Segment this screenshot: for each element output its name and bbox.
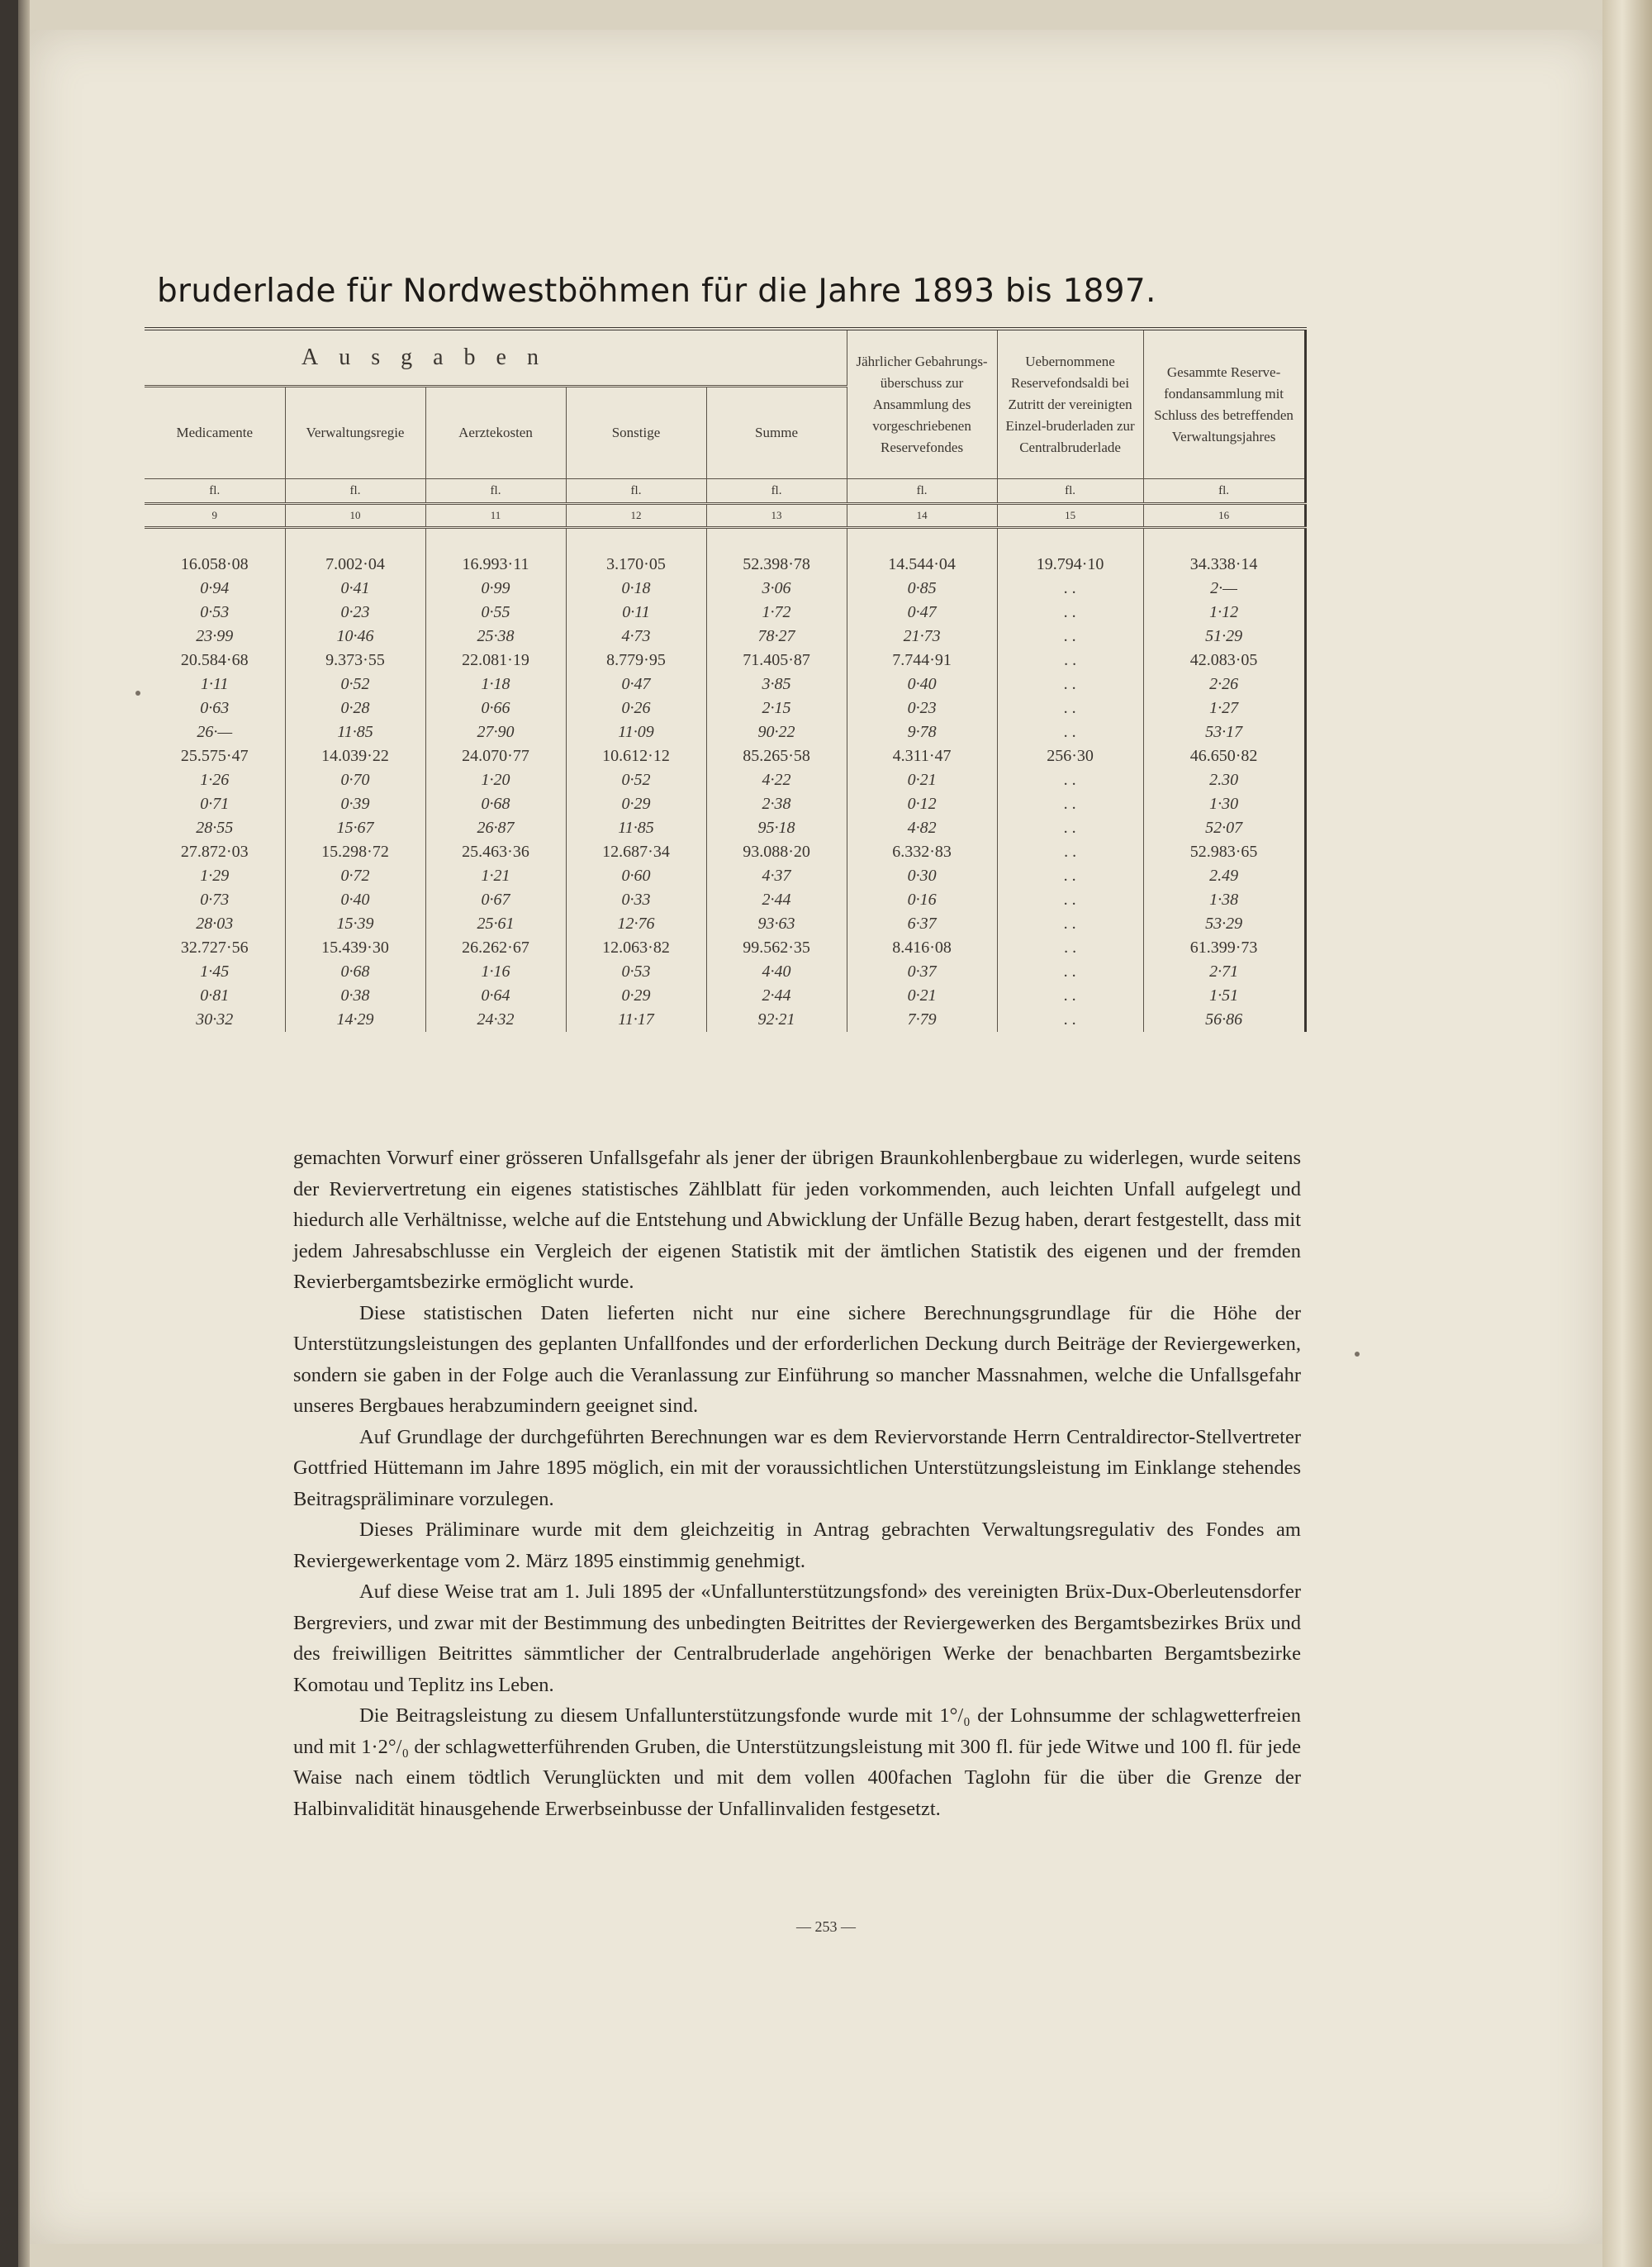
table-cell: 95·18 <box>706 816 847 840</box>
table-cell: 15.439·30 <box>285 936 425 960</box>
table-cell: 6·37 <box>847 912 997 936</box>
table-cell: 25·38 <box>425 625 566 649</box>
column-number: 13 <box>706 504 847 528</box>
table-cell: 24.070·77 <box>425 744 566 768</box>
spacer-cell <box>566 528 706 554</box>
table-cell: 3·85 <box>706 672 847 696</box>
table-row <box>145 840 1305 864</box>
table-cell: 34.338·14 <box>1143 553 1305 577</box>
table-cell: 0·41 <box>285 577 425 601</box>
table-cell: 3·06 <box>706 577 847 601</box>
paragraph: Auf diese Weise trat am 1. Juli 1895 der «Unfallunterstützungsfond» des vereinigten Brüx-Dux-Oberleutensdorfer Bergreviers, und zwar mit der Bestimmung des unbedingten Beitrittes der Reviergewerken des Bergamtsbezirkes Brüx und des freiwilligen Beitrittes sämmtlicher der Centralbruderlade angehörigen Werke der benachbarten Bergamtsbezirke Komotau und Teplitz ins Leben. <box>293 1580 1301 1696</box>
table-cell: 6.332·83 <box>847 840 997 864</box>
table-cell: 0·23 <box>285 601 425 625</box>
table-cell: 46.650·82 <box>1143 744 1305 768</box>
table-row <box>145 744 1305 768</box>
table-cell: 21·73 <box>847 625 997 649</box>
table-cell: 93·63 <box>706 912 847 936</box>
table-cell: 14.544·04 <box>847 553 997 577</box>
column-number: 12 <box>566 504 706 528</box>
table-cell: . . <box>997 601 1143 625</box>
col-header-10: Verwaltungsregie <box>285 387 425 479</box>
table-cell: 15.298·72 <box>285 840 425 864</box>
table-row <box>145 792 1305 816</box>
paragraph: Auf Grundlage der durchgeführten Berechnungen war es dem Reviervorstande Herrn Centraldirector-Stellvertreter Gottfried Hüttemann im Jahre 1895 möglich, ein mit der voraussichtlichen Unterstützungsleistung im Einklange stehendes Beitragspräliminare vorzulegen. <box>293 1425 1301 1510</box>
table-cell: 0·55 <box>425 601 566 625</box>
table-cell: 0·33 <box>566 888 706 912</box>
table-cell: 56·86 <box>1143 1008 1305 1032</box>
table-row <box>145 936 1305 960</box>
table-cell: 20.584·68 <box>180 651 249 669</box>
table-cell: 0·53 <box>200 603 230 621</box>
table-cell: 0·47 <box>566 672 706 696</box>
unit-row <box>145 479 1305 504</box>
table-cell: 0·11 <box>566 601 706 625</box>
table-cell: . . <box>997 960 1143 984</box>
page-title: bruderlade für Nordwestböhmen für die Jahre 1893 bis 1897. <box>157 273 1156 310</box>
table-cell: 0·67 <box>425 888 566 912</box>
table-cell: . . <box>997 912 1143 936</box>
table-cell: . . <box>997 696 1143 720</box>
table-row <box>145 553 1305 577</box>
table-cell: 26·— <box>197 723 233 741</box>
table-cell: 7.744·91 <box>847 649 997 672</box>
body-text <box>293 1143 1301 1824</box>
col-header-15: Uebernommene Reservefondsaldi bei Zutritt der vereinigten Einzel-bruderladen zur Centralbruderlade <box>997 329 1143 479</box>
table-cell: 0·29 <box>566 984 706 1008</box>
table-cell: 0·29 <box>566 792 706 816</box>
table-cell: 0·63 <box>200 699 230 717</box>
table-cell: 2.49 <box>1143 864 1305 888</box>
table-cell: 4·82 <box>847 816 997 840</box>
spacer-cell <box>997 528 1143 554</box>
table-cell: 11·17 <box>566 1008 706 1032</box>
table-cell: 3.170·05 <box>566 553 706 577</box>
unit-cell: fl. <box>847 479 997 504</box>
table-cell: 53·17 <box>1143 720 1305 744</box>
column-number: 16 <box>1143 504 1305 528</box>
table-cell: 10.612·12 <box>566 744 706 768</box>
table-row <box>145 672 1305 696</box>
table-cell: 7.002·04 <box>285 553 425 577</box>
table-cell: 61.399·73 <box>1143 936 1305 960</box>
table-cell: 16.993·11 <box>425 553 566 577</box>
col-header-16: Gesammte Reserve-fondansammlung mit Schluss des betreffenden Verwaltungsjahres <box>1143 329 1305 479</box>
table-cell: 52·07 <box>1143 816 1305 840</box>
column-number-row <box>145 504 1305 528</box>
table-cell: 19.794·10 <box>997 553 1143 577</box>
table-cell: . . <box>997 768 1143 792</box>
page-speck <box>1355 1352 1360 1357</box>
table-cell: 0·38 <box>285 984 425 1008</box>
table-cell: 0·52 <box>566 768 706 792</box>
table-cell: 2·44 <box>706 888 847 912</box>
paragraph: gemachten Vorwurf einer grösseren Unfallsgefahr als jener der übrigen Braunkohlenbergbaue zu widerlegen, wurde seitens der Reviervertretung ein eigenes statistisches Zählblatt für jeden vorkommenden, auch leichten Unfall aufgelegt und hiedurch alle Verhältnisse, welche auf die Entstehung und Abwicklung der Unfälle Bezug haben, derart festgestellt, dass mit jedem Jahresabschlusse ein Vergleich der eigenen Statistik mit der ämtlichen Statistik des eigenen und der fremden Revierbergamtsbezirke ermöglicht wurde. <box>293 1147 1301 1293</box>
expenditure-table <box>145 327 1307 1032</box>
table-cell: 26·87 <box>425 816 566 840</box>
table-cell: 92·21 <box>706 1008 847 1032</box>
table-cell: 11·85 <box>285 720 425 744</box>
col-header-9: Medicamente <box>145 387 285 479</box>
table-row <box>145 649 1305 672</box>
table-cell: 23·99 <box>196 627 234 645</box>
table-cell: 0·37 <box>847 960 997 984</box>
table-cell: . . <box>997 816 1143 840</box>
spacer-cell <box>1143 528 1305 554</box>
table-row <box>145 768 1305 792</box>
table-cell: 1·12 <box>1143 601 1305 625</box>
table-row <box>145 696 1305 720</box>
table-cell: 30·32 <box>196 1010 234 1029</box>
table-cell: 1·45 <box>200 962 230 981</box>
table-cell: . . <box>997 840 1143 864</box>
table-cell: 2·71 <box>1143 960 1305 984</box>
unit-cell: fl. <box>1143 479 1305 504</box>
table-cell: 2·38 <box>706 792 847 816</box>
table-row <box>145 864 1305 888</box>
table-cell: 0·68 <box>285 960 425 984</box>
table-cell: 0·23 <box>847 696 997 720</box>
table-cell: 1·11 <box>200 675 229 693</box>
table-cell: 14.039·22 <box>285 744 425 768</box>
col-header-13: Summe <box>706 387 847 479</box>
table-cell: 11·85 <box>566 816 706 840</box>
table-cell: . . <box>997 649 1143 672</box>
scan-binding-left <box>0 0 30 2267</box>
table-cell: 0·94 <box>200 579 230 597</box>
table-cell: 0·64 <box>425 984 566 1008</box>
unit-cell: fl. <box>285 479 425 504</box>
table-cell: 15·67 <box>285 816 425 840</box>
table-row <box>145 625 1305 649</box>
table-row <box>145 912 1305 936</box>
table-cell: 12.687·34 <box>566 840 706 864</box>
spacer-cell <box>847 528 997 554</box>
table-cell: 1·72 <box>706 601 847 625</box>
table-cell: 51·29 <box>1143 625 1305 649</box>
table-row <box>145 984 1305 1008</box>
unit-cell: fl. <box>997 479 1143 504</box>
spacer-cell <box>145 528 285 554</box>
column-number: 10 <box>285 504 425 528</box>
table-cell: 1·30 <box>1143 792 1305 816</box>
table-cell: 0·39 <box>285 792 425 816</box>
table-cell: 26.262·67 <box>425 936 566 960</box>
table-cell: 2·— <box>1143 577 1305 601</box>
table-cell: 0·70 <box>285 768 425 792</box>
table-cell: . . <box>997 864 1143 888</box>
unit-cell: fl. <box>425 479 566 504</box>
table-cell: 0·73 <box>200 891 230 909</box>
table-cell: . . <box>997 936 1143 960</box>
table-cell: 42.083·05 <box>1143 649 1305 672</box>
table-cell: 2.30 <box>1143 768 1305 792</box>
table-cell: 24·32 <box>425 1008 566 1032</box>
column-number: 14 <box>847 504 997 528</box>
table-cell: 8.779·95 <box>566 649 706 672</box>
table-cell: 15·39 <box>285 912 425 936</box>
paragraph: Diese statistischen Daten lieferten nicht nur eine sichere Berechnungsgrundlage für die Höhe der Unterstützungsleistungen des geplanten Unfallfondes und der erforderlichen Deckung durch Beiträge der Reviergewerken, sondern sie gaben in der Folge auch die Veranlassung zur Einführung so mancher Massnahmen, welche die Unfallsgefahr unseres Bergbaues herabzumindern geeignet sind. <box>293 1301 1301 1417</box>
table-cell: 85.265·58 <box>706 744 847 768</box>
table-cell: 0·71 <box>200 795 230 813</box>
unit-cell: fl. <box>706 479 847 504</box>
col-header-11: Aerztekosten <box>425 387 566 479</box>
table-cell: 2·15 <box>706 696 847 720</box>
scan-page-stack-right <box>1602 0 1652 2267</box>
table-cell: 27·90 <box>425 720 566 744</box>
table-cell: 0·16 <box>847 888 997 912</box>
table-cell: 1·29 <box>200 867 230 885</box>
table-cell: 0·85 <box>847 577 997 601</box>
group-header-ausgaben: Ausgaben <box>301 345 559 370</box>
table-cell: . . <box>997 888 1143 912</box>
table-cell: 256·30 <box>997 744 1143 768</box>
table-row <box>145 816 1305 840</box>
table-cell: 53·29 <box>1143 912 1305 936</box>
table-row <box>145 577 1305 601</box>
table-cell: 1·26 <box>200 771 230 789</box>
paragraph: Dieses Präliminare wurde mit dem gleichzeitig in Antrag gebrachten Verwaltungsregulativ des Fondes am Reviergewerkentage vom 2. März 1895 einstimmig genehmigt. <box>293 1518 1301 1572</box>
table-cell: 8.416·08 <box>847 936 997 960</box>
table-cell: 32.727·56 <box>180 939 249 957</box>
table-cell: 1·16 <box>425 960 566 984</box>
table-row <box>145 720 1305 744</box>
column-number: 15 <box>997 504 1143 528</box>
table-cell: 0·21 <box>847 768 997 792</box>
table-cell: 52.398·78 <box>706 553 847 577</box>
table-cell: . . <box>997 625 1143 649</box>
table-cell: 0·81 <box>200 986 230 1005</box>
table-cell: 1·21 <box>425 864 566 888</box>
table-cell: 1·18 <box>425 672 566 696</box>
table-cell: 4.311·47 <box>847 744 997 768</box>
table-cell: 11·09 <box>566 720 706 744</box>
col-header-14: Jährlicher Gebahrungs-überschuss zur Ansammlung des vorgeschriebenen Reservefondes <box>847 329 997 479</box>
page-number: — 253 — <box>796 1918 856 1935</box>
table-cell: 14·29 <box>285 1008 425 1032</box>
table-cell: 9·78 <box>847 720 997 744</box>
table-cell: 0·30 <box>847 864 997 888</box>
table-cell: 71.405·87 <box>706 649 847 672</box>
table-cell: 0·68 <box>425 792 566 816</box>
col-header-12: Sonstige <box>566 387 706 479</box>
table-cell: 25·61 <box>425 912 566 936</box>
table-cell: 0·66 <box>425 696 566 720</box>
table-cell: 28·55 <box>196 819 234 837</box>
table-cell: 0·21 <box>847 984 997 1008</box>
spacer-cell <box>425 528 566 554</box>
table-cell: 4·40 <box>706 960 847 984</box>
table-cell: . . <box>997 577 1143 601</box>
table-cell: 16.058·08 <box>180 555 249 573</box>
table-row <box>145 601 1305 625</box>
table-cell: . . <box>997 720 1143 744</box>
table-cell: 0·53 <box>566 960 706 984</box>
expenditure-table-wrapper <box>145 327 1305 1032</box>
table-cell: 0·72 <box>285 864 425 888</box>
column-number: 9 <box>145 504 285 528</box>
table-cell: 1·51 <box>1143 984 1305 1008</box>
table-cell: 0·26 <box>566 696 706 720</box>
table-cell: 2·44 <box>706 984 847 1008</box>
table-cell: 0·47 <box>847 601 997 625</box>
table-cell: . . <box>997 984 1143 1008</box>
unit-cell: fl. <box>566 479 706 504</box>
table-cell: 9.373·55 <box>285 649 425 672</box>
table-cell: 0·12 <box>847 792 997 816</box>
spacer-cell <box>285 528 425 554</box>
table-cell: 0·40 <box>847 672 997 696</box>
table-cell: 0·40 <box>285 888 425 912</box>
table-cell: 22.081·19 <box>425 649 566 672</box>
table-cell: 25.575·47 <box>180 747 249 765</box>
table-cell: 99.562·35 <box>706 936 847 960</box>
table-cell: 52.983·65 <box>1143 840 1305 864</box>
unit-cell: fl. <box>145 479 285 504</box>
table-cell: 0·28 <box>285 696 425 720</box>
table-cell: 90·22 <box>706 720 847 744</box>
table-row <box>145 1008 1305 1032</box>
table-cell: . . <box>997 1008 1143 1032</box>
page-speck <box>135 691 140 696</box>
table-cell: 0·18 <box>566 577 706 601</box>
table-body <box>145 528 1305 1033</box>
table-cell: 2·26 <box>1143 672 1305 696</box>
paragraph: Die Beitragsleistung zu diesem Unfallunterstützungsfonde wurde mit 1°/₀ der Lohnsumme der schlagwetterfreien und mit 1·2°/₀ der schlagwetterführenden Gruben, die Unterstützungsleistung mit 300 fl. für jede Witwe und 100 fl. für jede Waise nach einem tödtlich Verunglückten und mit dem vollen 400fachen Taglohn für die über die Grenze der Halbinvalidität hinausgehende Erwerbseinbusse der Unfallinvaliden festgesetzt. <box>293 1704 1301 1820</box>
table-cell: 4·22 <box>706 768 847 792</box>
spacer-cell <box>706 528 847 554</box>
table-cell: 0·52 <box>285 672 425 696</box>
table-cell: 1·27 <box>1143 696 1305 720</box>
table-cell: 93.088·20 <box>706 840 847 864</box>
table-cell: 12·76 <box>566 912 706 936</box>
table-cell: 7·79 <box>847 1008 997 1032</box>
table-cell: 12.063·82 <box>566 936 706 960</box>
table-cell: 4·37 <box>706 864 847 888</box>
table-cell: 25.463·36 <box>425 840 566 864</box>
table-row <box>145 888 1305 912</box>
table-cell: . . <box>997 792 1143 816</box>
table-cell: 4·73 <box>566 625 706 649</box>
table-row <box>145 960 1305 984</box>
table-cell: 78·27 <box>706 625 847 649</box>
table-spacer-row <box>145 528 1305 554</box>
table-cell: 0·99 <box>425 577 566 601</box>
table-cell: . . <box>997 672 1143 696</box>
table-cell: 0·60 <box>566 864 706 888</box>
table-cell: 27.872·03 <box>180 843 249 861</box>
column-number: 11 <box>425 504 566 528</box>
table-cell: 28·03 <box>196 915 234 933</box>
table-cell: 10·46 <box>285 625 425 649</box>
table-cell: 1·38 <box>1143 888 1305 912</box>
table-cell: 1·20 <box>425 768 566 792</box>
